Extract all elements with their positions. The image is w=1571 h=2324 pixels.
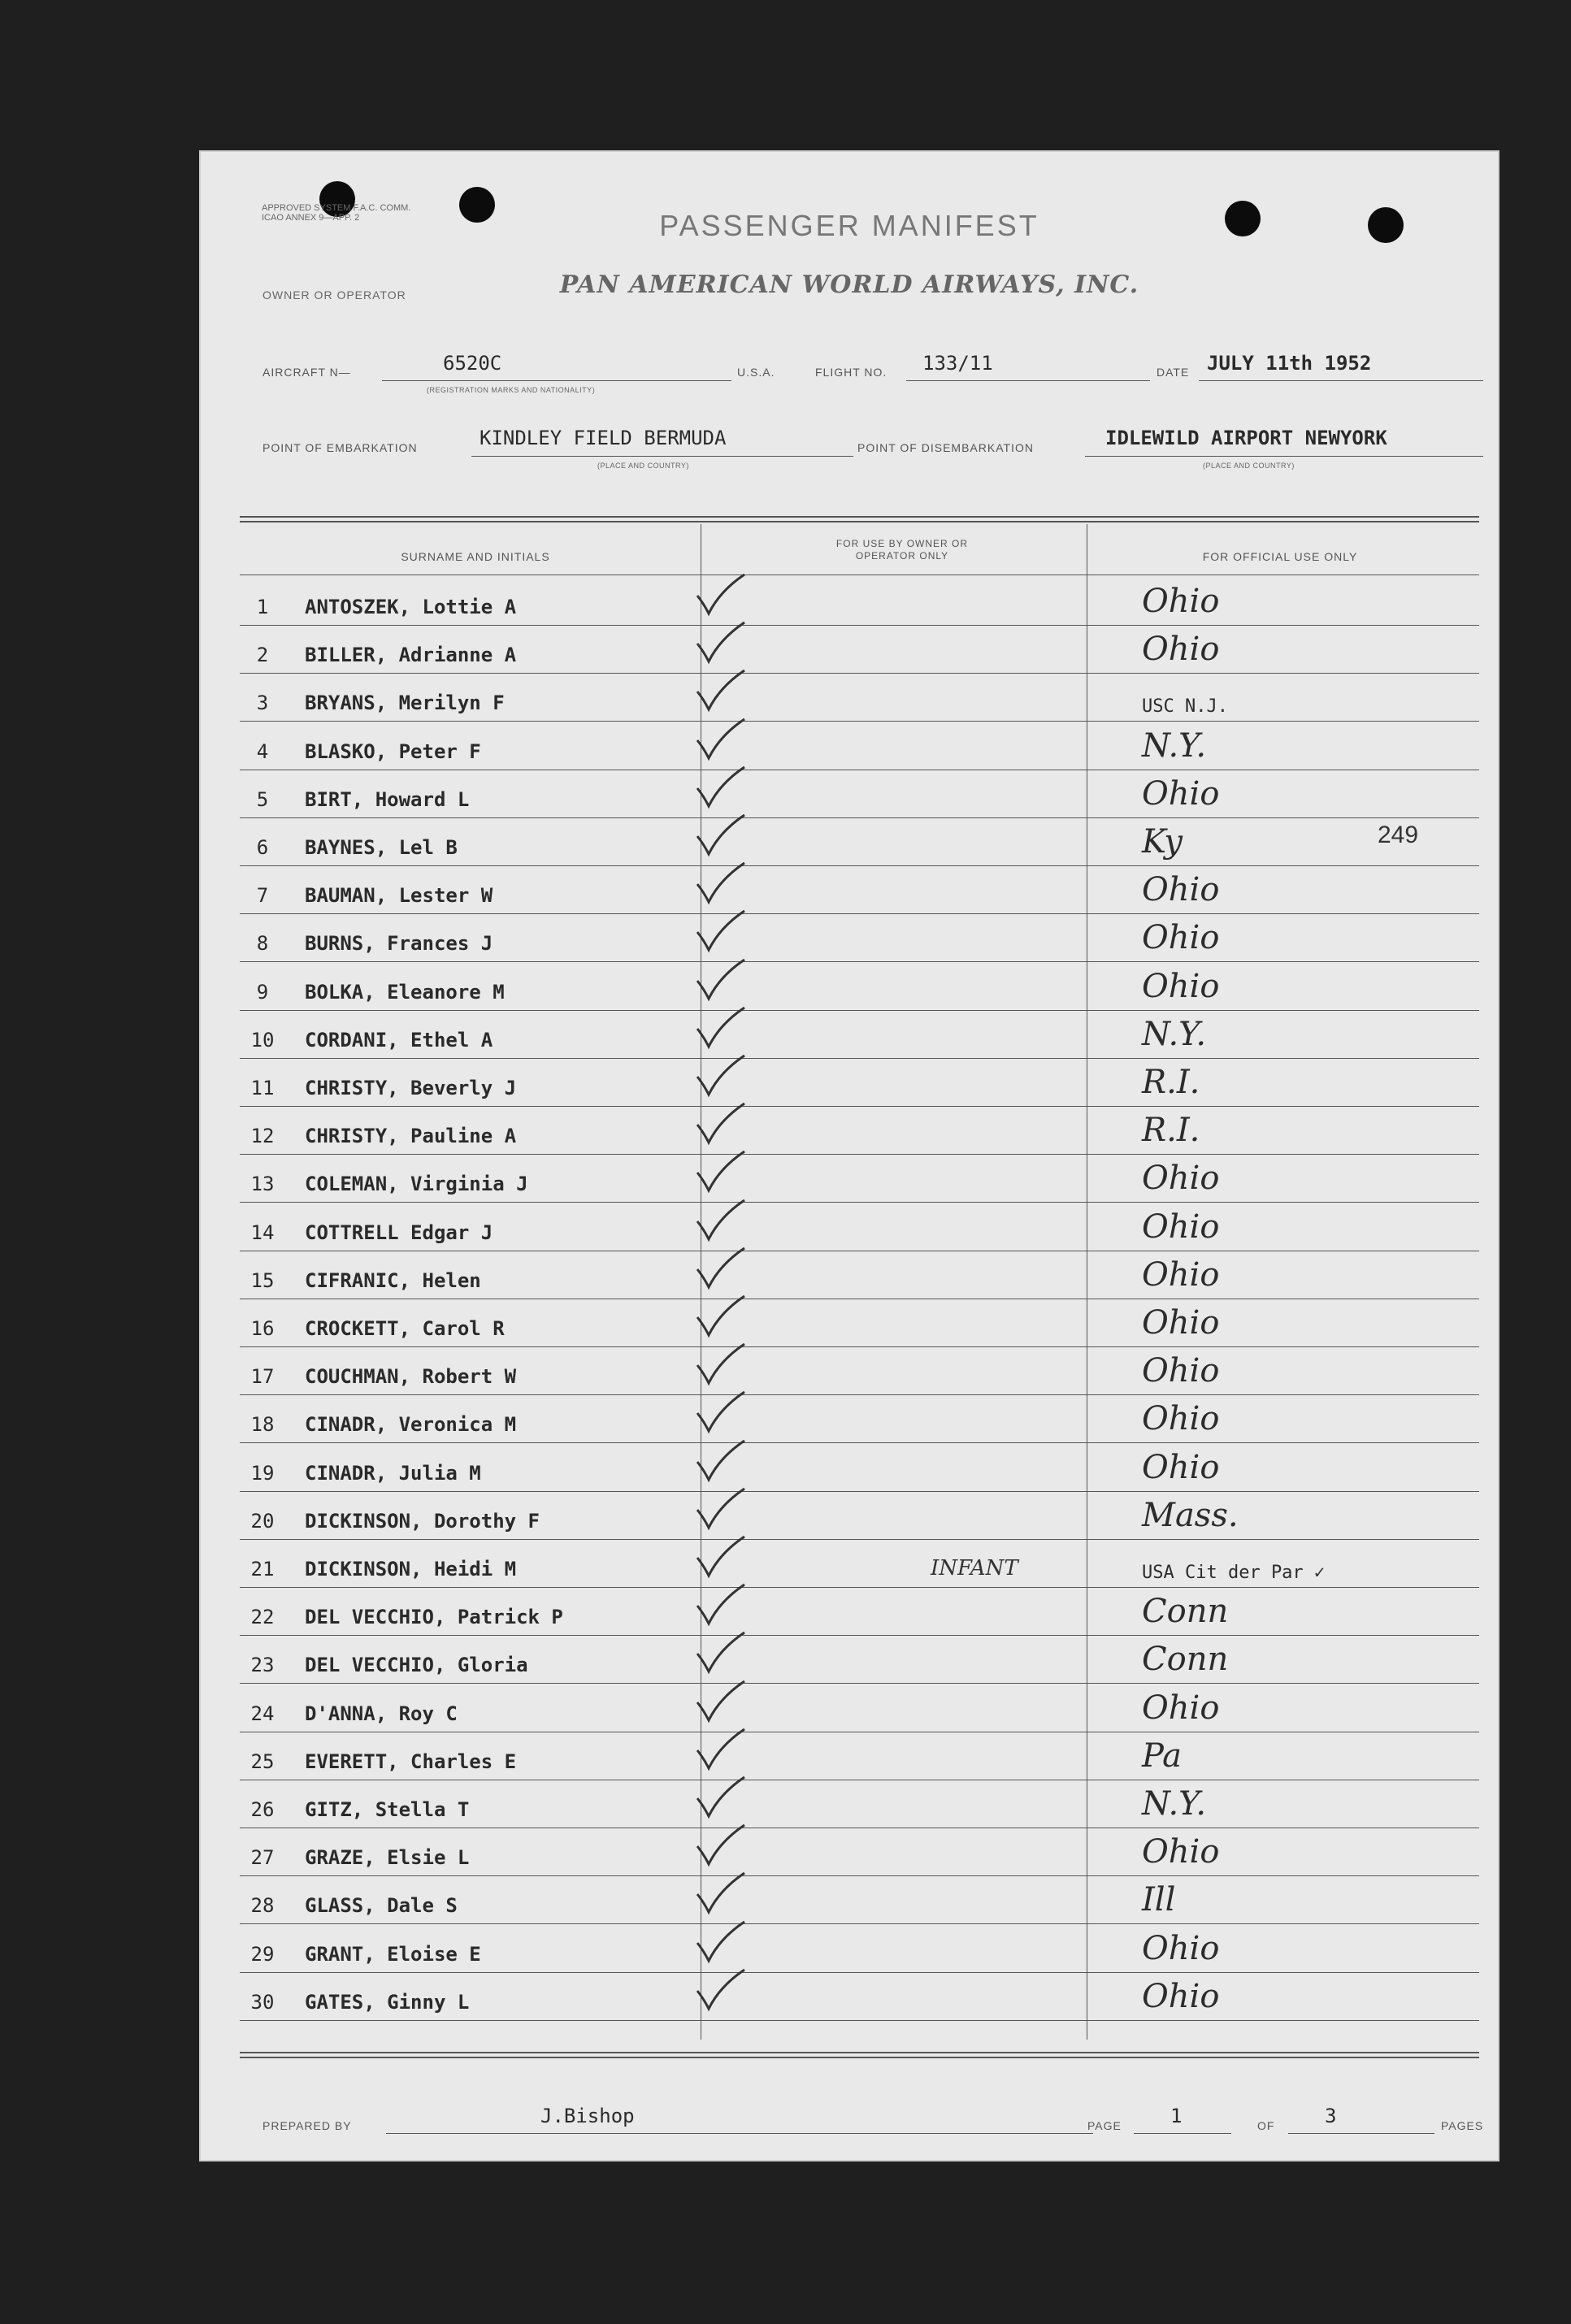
passenger-name: BIRT, Howard L <box>305 787 470 811</box>
table-row <box>240 770 1479 818</box>
checkmark-icon <box>691 1919 748 1967</box>
pages-underline <box>1288 2133 1434 2134</box>
official-state: Conn <box>1142 1641 1229 1679</box>
row-number: 5 <box>256 787 269 811</box>
disembarkation-caption: (PLACE AND COUNTRY) <box>1203 462 1295 470</box>
checkmark-icon <box>691 1293 748 1342</box>
prepared-label: PREPARED BY <box>263 2119 352 2132</box>
passenger-name: CINADR, Julia M <box>305 1461 481 1485</box>
row-number: 1 <box>256 596 269 618</box>
official-state: Ohio <box>1142 1689 1220 1727</box>
checkmark-icon <box>691 571 748 620</box>
table-row <box>240 1587 1479 1636</box>
approval-note: APPROVED SYSTEM F.A.C. COMM. ICAO ANNEX 9—APP. 2 <box>262 203 411 223</box>
airline-name: PAN AMERICAN WORLD AIRWAYS, INC. <box>559 271 1139 299</box>
checkmark-icon <box>691 1389 748 1437</box>
passenger-name: CINADR, Veronica M <box>305 1413 517 1437</box>
checkmark-icon <box>691 1197 748 1246</box>
official-state: USA Cit der Par ✓ <box>1142 1563 1326 1583</box>
table-row <box>240 1491 1479 1540</box>
flight-underline <box>906 380 1150 381</box>
table-bottom-rule <box>240 2052 1479 2058</box>
table-row <box>240 1299 1479 1347</box>
official-state: Ohio <box>1142 1929 1220 1967</box>
passenger-name: ANTOSZEK, Lottie A <box>305 596 517 618</box>
checkmark-icon <box>691 1437 748 1486</box>
table-row <box>240 1684 1479 1732</box>
date-underline <box>1199 380 1483 381</box>
date-value: JULY 11th 1952 <box>1207 352 1372 375</box>
table-row <box>240 1443 1479 1492</box>
table-row <box>240 1106 1479 1155</box>
row-number: 19 <box>250 1461 275 1485</box>
page-title: PASSENGER MANIFEST <box>659 209 1039 242</box>
table-row <box>240 1251 1479 1299</box>
official-state: Mass. <box>1142 1496 1239 1534</box>
official-state: Ohio <box>1142 1160 1220 1198</box>
row-number: 30 <box>250 1990 275 2014</box>
official-state: Ohio <box>1142 1448 1220 1486</box>
official-state: N.Y. <box>1142 726 1207 765</box>
official-state: Ohio <box>1142 774 1220 813</box>
row-number: 6 <box>256 836 269 859</box>
passenger-name: COTTRELL Edgar J <box>305 1221 493 1244</box>
table-row <box>240 1394 1479 1443</box>
of-label: OF <box>1257 2119 1275 2132</box>
row-number: 2 <box>256 644 269 667</box>
table-row <box>240 1539 1479 1588</box>
row-number: 25 <box>250 1750 275 1773</box>
checkmark-icon <box>691 1100 748 1149</box>
table-row <box>240 1780 1479 1828</box>
row-number: 22 <box>250 1606 275 1629</box>
table-row <box>240 577 1479 626</box>
passenger-name: GATES, Ginny L <box>305 1990 470 2014</box>
checkmark-icon <box>691 1148 748 1197</box>
checkmark-icon <box>691 1726 748 1775</box>
passenger-name: BILLER, Adrianne A <box>305 644 517 667</box>
official-state: Ky <box>1142 823 1183 861</box>
row-number: 20 <box>250 1509 275 1533</box>
table-row <box>240 1732 1479 1780</box>
aircraft-label: AIRCRAFT N— <box>263 366 351 379</box>
owner-label: OWNER OR OPERATOR <box>263 288 406 301</box>
pages-value: 3 <box>1325 2105 1337 2127</box>
table-row <box>240 1635 1479 1684</box>
table-row <box>240 625 1479 674</box>
official-state: USC N.J. <box>1142 696 1228 718</box>
aircraft-value: 6520C <box>443 352 502 375</box>
passenger-name: GITZ, Stella T <box>305 1798 470 1821</box>
flight-value: 133/11 <box>922 352 993 375</box>
manifest-page <box>199 150 1499 2161</box>
table-row <box>240 673 1479 722</box>
embarkation-label: POINT OF EMBARKATION <box>263 441 418 454</box>
official-state: Ohio <box>1142 1977 1220 2015</box>
checkmark-icon <box>691 764 748 813</box>
checkmark-icon <box>691 1774 748 1823</box>
official-state: Pa <box>1142 1736 1182 1775</box>
official-state: Conn <box>1142 1593 1229 1631</box>
table-top-rule <box>240 516 1479 522</box>
column-official: FOR OFFICIAL USE ONLY <box>1202 550 1358 563</box>
official-extra: 249 <box>1378 822 1419 848</box>
official-state: Ill <box>1142 1881 1176 1919</box>
checkmark-icon <box>691 1678 748 1727</box>
official-state: Ohio <box>1142 871 1220 909</box>
passenger-name: CORDANI, Ethel A <box>305 1028 493 1051</box>
official-state: R.I. <box>1142 1064 1200 1101</box>
row-number: 3 <box>256 692 269 715</box>
passenger-name: BURNS, Frances J <box>305 932 493 956</box>
passenger-name: COLEMAN, Virginia J <box>305 1173 528 1196</box>
table-row <box>240 1972 1479 2021</box>
row-number: 9 <box>256 980 269 1004</box>
row-number: 18 <box>250 1413 275 1437</box>
row-number: 29 <box>250 1942 275 1966</box>
date-label: DATE <box>1157 366 1190 379</box>
passenger-name: BAUMAN, Lester W <box>305 884 493 908</box>
table-row <box>240 1203 1479 1251</box>
checkmark-icon <box>691 1581 748 1630</box>
checkmark-icon <box>691 667 748 716</box>
passenger-name: CHRISTY, Beverly J <box>305 1077 517 1099</box>
table-row <box>240 1154 1479 1203</box>
checkmark-icon <box>691 619 748 668</box>
table-row <box>240 1346 1479 1395</box>
official-state: Ohio <box>1142 631 1220 669</box>
pages-label: PAGES <box>1441 2119 1484 2132</box>
passenger-name: DICKINSON, Heidi M <box>305 1558 517 1580</box>
passenger-name: GLASS, Dale S <box>305 1894 458 1918</box>
prepared-by-value: J.Bishop <box>540 2105 635 2127</box>
passenger-name: D'ANNA, Roy C <box>305 1702 458 1725</box>
checkmark-icon <box>691 860 748 908</box>
passenger-name: DEL VECCHIO, Gloria <box>305 1654 528 1677</box>
table-row <box>240 1924 1479 1973</box>
passenger-name: GRANT, Eloise E <box>305 1942 481 1966</box>
row-number: 14 <box>250 1221 275 1244</box>
row-number: 24 <box>250 1702 275 1725</box>
passenger-name: EVERETT, Charles E <box>305 1750 517 1773</box>
table-row <box>240 865 1479 914</box>
official-state: Ohio <box>1142 583 1220 620</box>
official-state: Ohio <box>1142 1208 1220 1246</box>
official-state: Ohio <box>1142 1400 1220 1438</box>
disembarkation-value: IDLEWILD AIRPORT NEWYORK <box>1105 427 1387 449</box>
passenger-name: BRYANS, Merilyn F <box>305 692 505 715</box>
page-label: PAGE <box>1087 2119 1122 2132</box>
checkmark-icon <box>691 1004 748 1053</box>
table-row <box>240 1010 1479 1059</box>
row-number: 13 <box>250 1173 275 1196</box>
official-state: R.I. <box>1142 1112 1200 1150</box>
row-number: 28 <box>250 1894 275 1918</box>
registration-caption: (REGISTRATION MARKS AND NATIONALITY) <box>427 386 596 394</box>
flight-label: FLIGHT NO. <box>815 366 887 379</box>
checkmark-icon <box>691 1629 748 1678</box>
aircraft-underline <box>382 380 731 381</box>
usa-label: U.S.A. <box>737 366 775 379</box>
page-value: 1 <box>1170 2105 1183 2127</box>
checkmark-icon <box>691 1822 748 1871</box>
row-number: 27 <box>250 1846 275 1870</box>
header-rule <box>240 574 1479 575</box>
checkmark-icon <box>691 1966 748 2015</box>
passenger-name: DICKINSON, Dorothy F <box>305 1509 540 1533</box>
table-row <box>240 913 1479 962</box>
table-row <box>240 1875 1479 1924</box>
row-number: 17 <box>250 1365 275 1389</box>
official-state: Ohio <box>1142 1833 1220 1871</box>
table-row <box>240 722 1479 770</box>
column-owner-use: FOR USE BY OWNER OR OPERATOR ONLY <box>835 538 969 561</box>
checkmark-icon <box>691 908 748 956</box>
passenger-name: GRAZE, Elsie L <box>305 1846 470 1870</box>
row-number: 26 <box>250 1798 275 1821</box>
checkmark-icon <box>691 1870 748 1919</box>
table-row <box>240 817 1479 866</box>
checkmark-icon <box>691 1052 748 1101</box>
checkmark-icon <box>691 1245 748 1294</box>
row-number: 8 <box>256 932 269 956</box>
row-number: 11 <box>250 1077 275 1099</box>
passenger-name: BOLKA, Eleanore M <box>305 980 505 1004</box>
row-number: 23 <box>250 1654 275 1677</box>
row-number: 7 <box>256 884 269 908</box>
official-state: N.Y. <box>1142 1015 1207 1053</box>
checkmark-icon <box>691 1533 748 1582</box>
embarkation-value: KINDLEY FIELD BERMUDA <box>480 427 727 449</box>
official-state: N.Y. <box>1142 1785 1207 1823</box>
official-state: Ohio <box>1142 1255 1220 1294</box>
official-state: Ohio <box>1142 1304 1220 1342</box>
passenger-name: COUCHMAN, Robert W <box>305 1365 517 1389</box>
embarkation-underline <box>471 456 853 457</box>
disembarkation-label: POINT OF DISEMBARKATION <box>857 441 1034 454</box>
embarkation-caption: (PLACE AND COUNTRY) <box>597 462 689 470</box>
passenger-name: DEL VECCHIO, Patrick P <box>305 1606 563 1629</box>
passenger-name: CROCKETT, Carol R <box>305 1317 505 1340</box>
checkmark-icon <box>691 812 748 861</box>
table-row <box>240 1828 1479 1876</box>
checkmark-icon <box>691 1485 748 1534</box>
row-number: 16 <box>250 1317 275 1340</box>
page-underline <box>1134 2133 1231 2134</box>
passenger-name: CHRISTY, Pauline A <box>305 1125 517 1148</box>
official-state: Ohio <box>1142 967 1220 1005</box>
row-number: 4 <box>256 739 269 763</box>
row-number: 12 <box>250 1125 275 1148</box>
table-row <box>240 1058 1479 1107</box>
passenger-name: CIFRANIC, Helen <box>305 1268 481 1292</box>
row-number: 10 <box>250 1028 275 1051</box>
row-number: 21 <box>250 1558 275 1580</box>
official-state: Ohio <box>1142 919 1220 957</box>
prepared-underline <box>386 2133 1093 2134</box>
official-state: Ohio <box>1142 1352 1220 1390</box>
disembarkation-underline <box>1085 456 1483 457</box>
table-row <box>240 962 1479 1011</box>
owner-note: INFANT <box>931 1556 1018 1580</box>
checkmark-icon <box>691 1341 748 1390</box>
checkmark-icon <box>691 956 748 1005</box>
row-number: 15 <box>250 1268 275 1292</box>
column-surname: SURNAME AND INITIALS <box>401 550 550 563</box>
checkmark-icon <box>691 716 748 765</box>
passenger-name: BLASKO, Peter F <box>305 739 481 763</box>
passenger-name: BAYNES, Lel B <box>305 836 458 859</box>
